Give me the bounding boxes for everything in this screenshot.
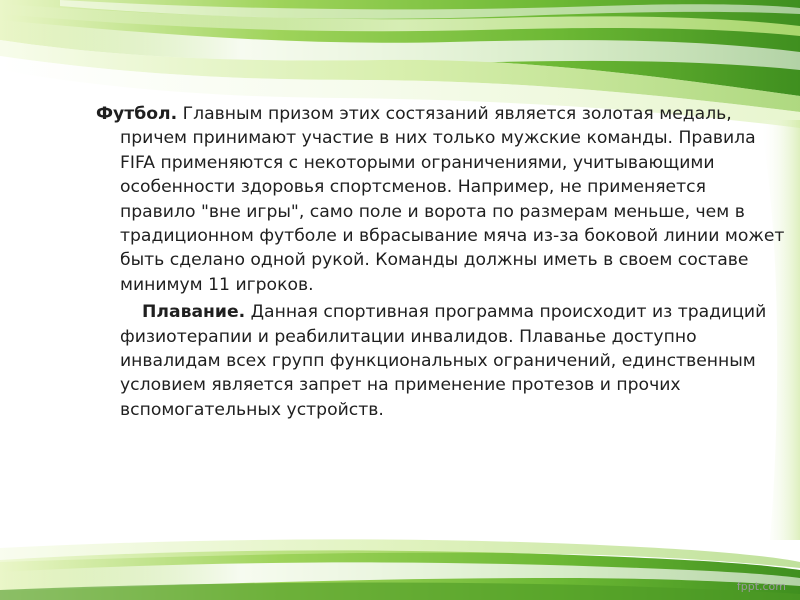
slide-body-text xyxy=(96,102,786,422)
football-heading: Футбол. xyxy=(96,104,178,124)
swimming-heading: Плавание. xyxy=(142,302,246,323)
watermark-text: fppt.com xyxy=(736,580,786,593)
swimming-text: Данная спортивная программа происходит из традиций физиотерапии и реабилитации инвалидов. Плаванье доступно инвалидам всех групп функциональных ограничений, единственным условием является запрет на применение протезов и прочих вспомогательных устройств. xyxy=(120,302,767,420)
swimming-paragraph xyxy=(96,300,786,422)
football-text: Главным призом этих состязаний является золотая медаль, причем принимают участие в них только мужские команды. Правила FIFA применяются с некоторыми ограничениями, учитывающими особенности здоровья спортсменов. Например, не применяется правило "вне игры", само поле и ворота по размерам меньше, чем в традиционном футболе и вбрасывание мяча из-за боковой линии может быть сделано одной рукой. Команды должны иметь в своем составе минимум 11 игроков. xyxy=(120,104,785,295)
football-paragraph xyxy=(96,102,786,297)
